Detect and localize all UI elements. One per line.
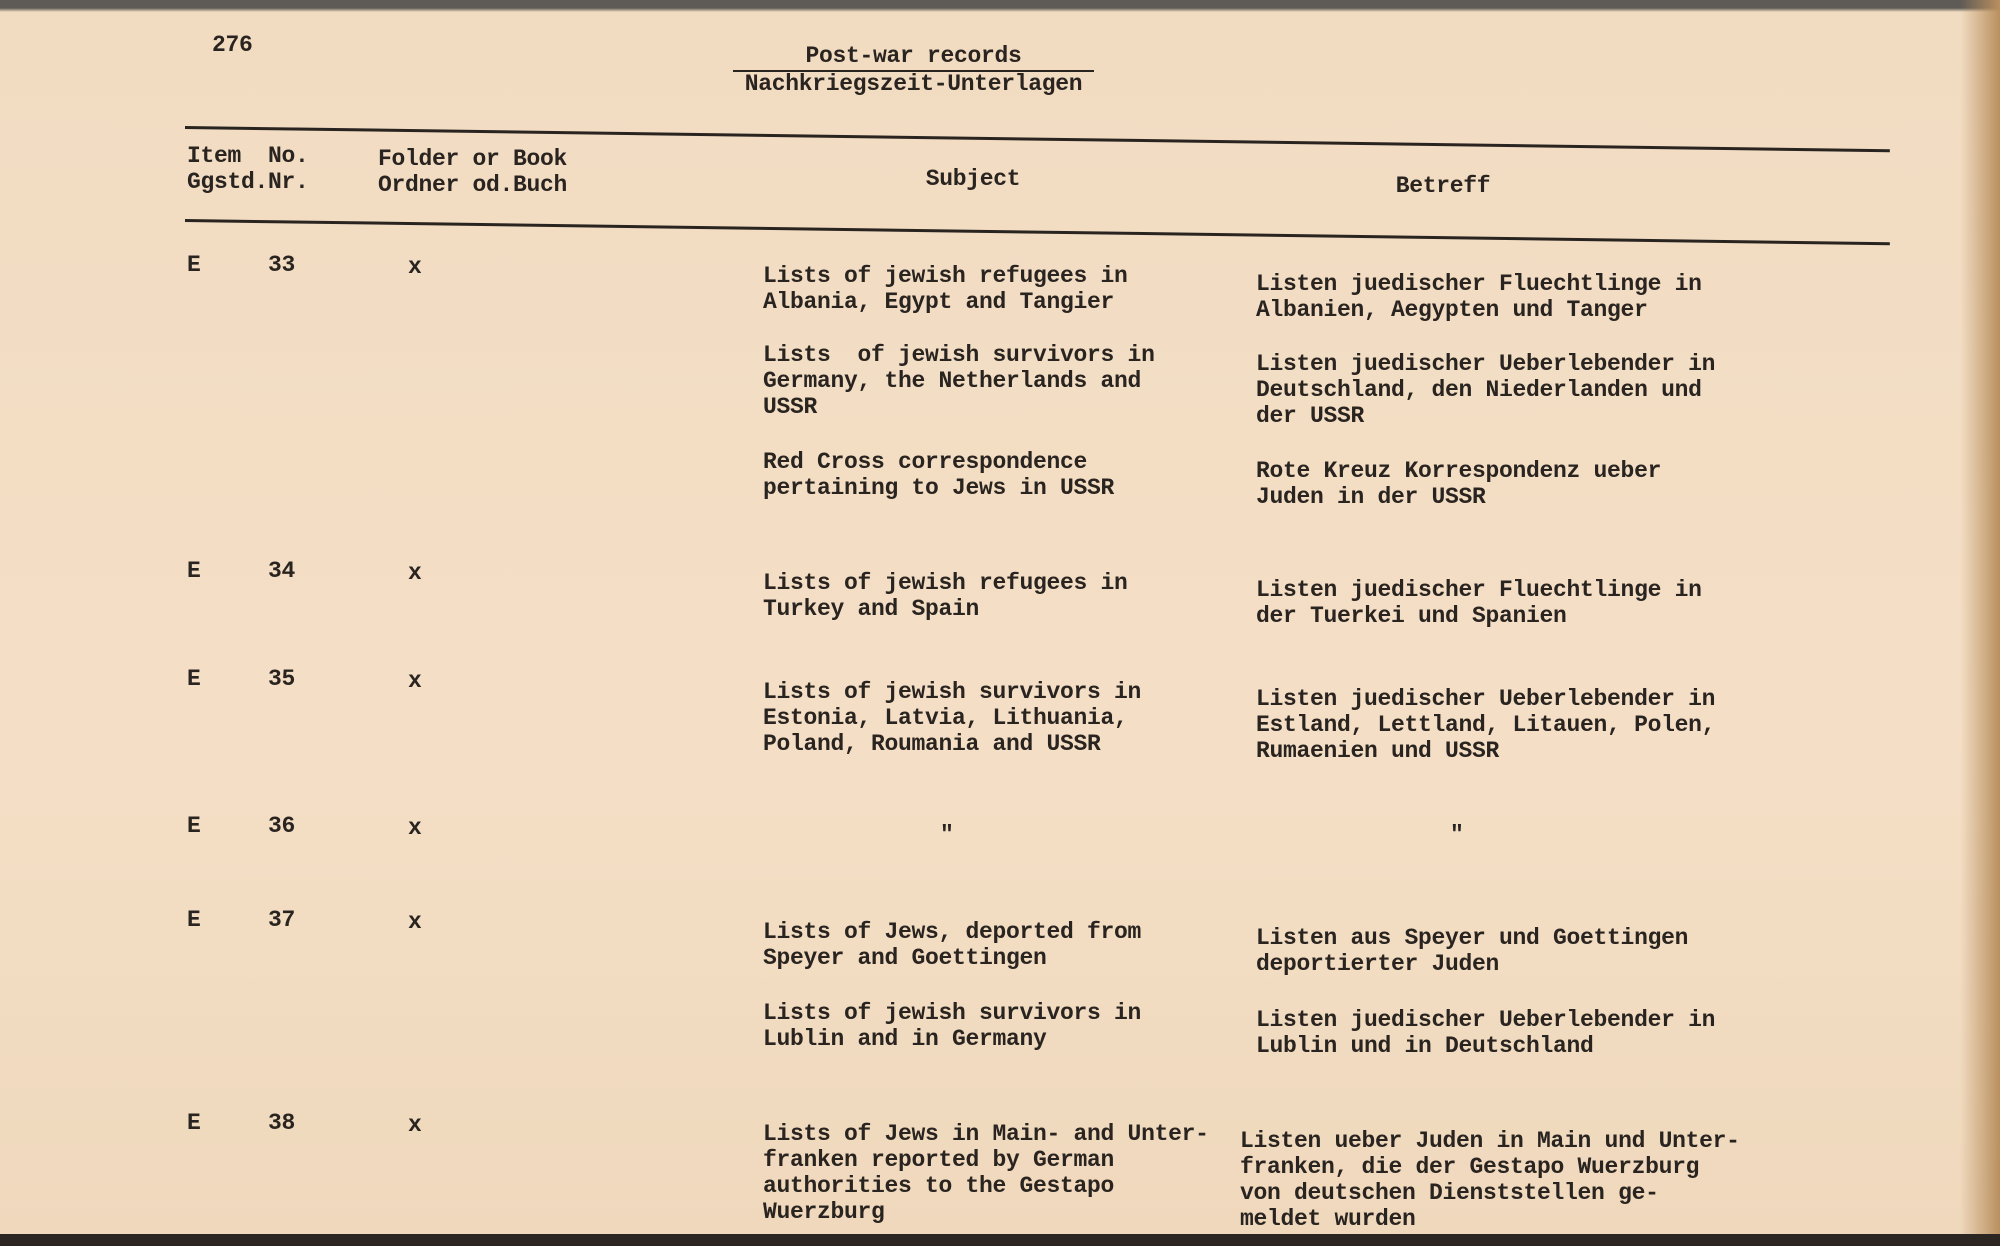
page-edge [1960, 0, 2000, 1246]
folder-mark: x [408, 1112, 422, 1138]
subject-entry: Lists of jewish refugees in Albania, Egypt and Tangier [763, 263, 1128, 315]
betreff-entry: Listen juedischer Ueberlebender in Deutschland, den Niederlanden und der USSR [1256, 351, 1716, 429]
betreff-entry: Listen juedischer Ueberlebender in Estland, Lettland, Litauen, Polen, Rumaenien und USSR [1256, 686, 1716, 764]
betreff-entry: Listen juedischer Fluechtlinge in der Tuerkei und Spanien [1256, 577, 1702, 629]
subject-entry: Lists of jewish survivors in Estonia, Latvia, Lithuania, Poland, Roumania and USSR [763, 679, 1142, 757]
header-subject: Subject [925, 166, 1021, 192]
page-number: 276 [212, 32, 253, 58]
item-number: 34 [268, 558, 296, 584]
folder-mark: x [408, 815, 422, 841]
subject-entry: Lists of Jews in Main- and Unter- franken reported by German authorities to the Gestapo Wuerzburg [763, 1121, 1209, 1225]
item-letter: E [187, 1110, 201, 1136]
folder-mark: x [408, 668, 422, 694]
header-folder-en: Folder or Book [378, 146, 568, 172]
item-letter: E [187, 252, 201, 278]
betreff-entry: " [1450, 822, 1464, 848]
subject-entry: Lists of jewish survivors in Germany, the Netherlands and USSR [763, 342, 1155, 420]
item-number: 33 [268, 252, 296, 278]
item-number: 35 [268, 666, 296, 692]
subject-entry: Lists of jewish refugees in Turkey and Spain [763, 570, 1128, 622]
header-folder-de: Ordner od.Buch [378, 172, 568, 198]
title-german: Nachkriegszeit-Unterlagen [744, 71, 1083, 97]
header-betreff: Betreff [1395, 173, 1491, 199]
folder-mark: x [408, 560, 422, 586]
betreff-entry: Listen ueber Juden in Main und Unter- franken, die der Gestapo Wuerzburg von deutschen Dienststellen ge- meldet wurden [1240, 1128, 1740, 1232]
item-number: 36 [268, 813, 296, 839]
betreff-entry: Listen juedischer Ueberlebender in Lublin und in Deutschland [1256, 1007, 1716, 1059]
header-item-no-de: Ggstd.Nr. [187, 169, 309, 195]
subject-entry: Lists of jewish survivors in Lublin and in Germany [763, 1000, 1142, 1052]
item-letter: E [187, 907, 201, 933]
subject-entry: Red Cross correspondence pertaining to Jews in USSR [763, 449, 1115, 501]
item-letter: E [187, 558, 201, 584]
subject-entry: Lists of Jews, deported from Speyer and Goettingen [763, 919, 1142, 971]
item-letter: E [187, 666, 201, 692]
item-letter: E [187, 813, 201, 839]
header-item-no-en: Item No. [187, 143, 309, 169]
item-number: 37 [268, 907, 296, 933]
title-english: Post-war records [805, 43, 1022, 69]
betreff-entry: Listen aus Speyer und Goettingen deportierter Juden [1256, 925, 1689, 977]
page-bottom-edge [0, 1234, 2000, 1246]
folder-mark: x [408, 909, 422, 935]
subject-entry: " [940, 822, 954, 848]
betreff-entry: Rote Kreuz Korrespondenz ueber Juden in der USSR [1256, 458, 1662, 510]
item-number: 38 [268, 1110, 296, 1136]
header-bottom-rule [185, 219, 1890, 245]
folder-mark: x [408, 254, 422, 280]
betreff-entry: Listen juedischer Fluechtlinge in Albanien, Aegypten und Tanger [1256, 271, 1702, 323]
